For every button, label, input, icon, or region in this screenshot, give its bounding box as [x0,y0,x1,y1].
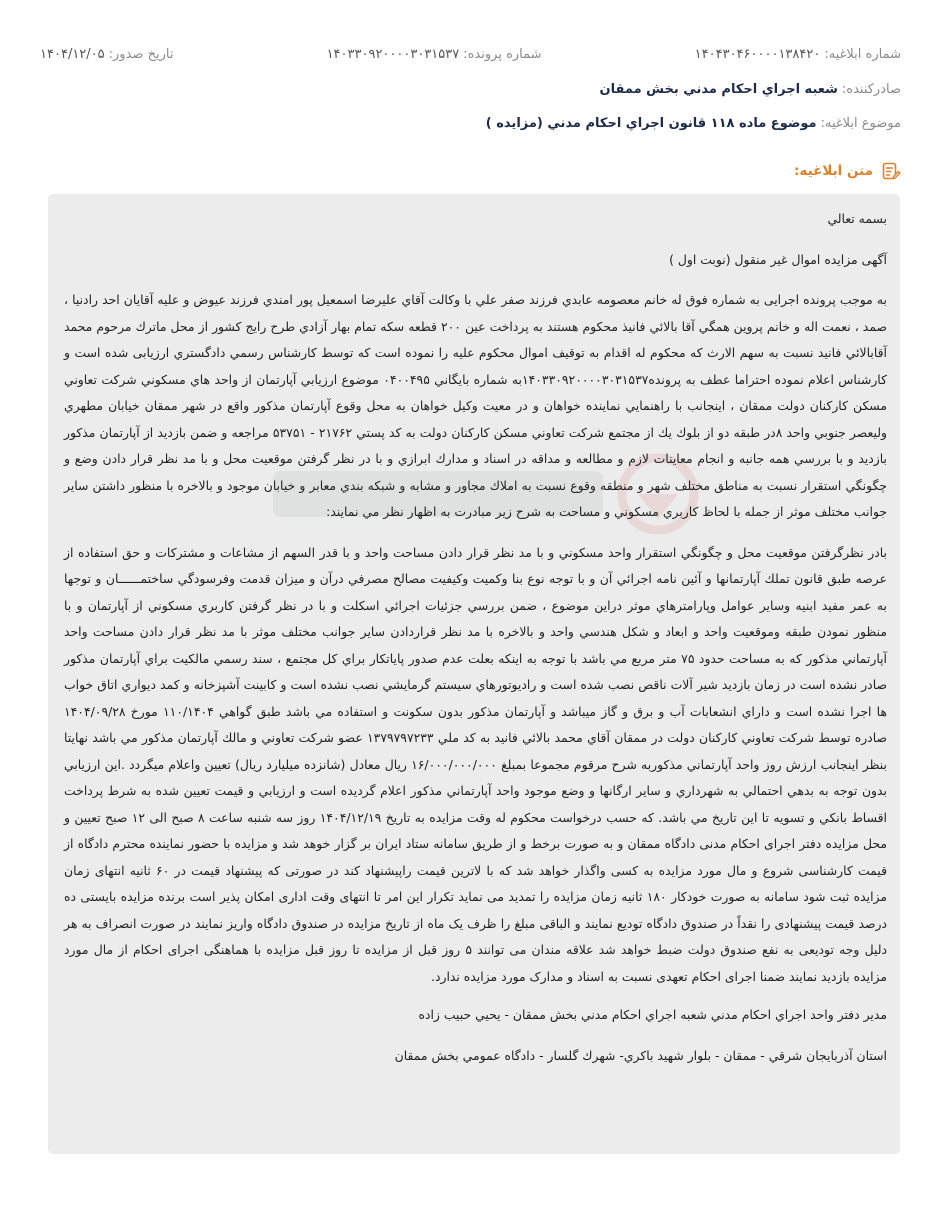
subject-row [40,115,901,133]
case-number-label: شماره پرونده: [463,47,542,62]
case-number [327,46,542,64]
notice-meta-row [40,46,901,64]
notice-body [64,206,887,1069]
notice-content-box [48,194,900,1154]
notice-text-heading-label: متن ابلاغیه: [794,163,873,179]
issuer-row [40,81,901,99]
notice-number-label: شماره ابلاغیه: [824,47,901,62]
issuer-value: شعبه اجراي احكام مدني بخش ممقان [599,82,838,97]
subject-value: موضوع ماده ۱۱۸ قانون اجراي احكام مدني (مزايده ) [485,116,817,131]
greeting-line: بسمه تعالي [827,211,887,226]
case-number-value: ۱۴۰۳۳۰۹۲۰۰۰۰۳۰۳۱۵۳۷ [326,47,460,62]
issuer-label: صادرکننده: [841,82,901,97]
auction-headline: آگهی مزایده اموال غیر منقول (نوبت اول ) [669,251,887,267]
body-paragraph-1: به موجب پرونده اجرایی به شماره فوق له خانم معصومه عابدي فرزند صفر علي با وكالت آقاي عليرضا اسمعيل پور امندي فرزند عيوض و عليه آقايان احد رادنيا ، صمد ، نعمت اله و خانم پروين همگي آقا بالائي فانيذ محكوم هستند به پرداخت عين ۲۰۰ قطعه سكه تمام بهار آزادي طرح رايج كشور از محل ماترك مرحوم محمد آقابالائي فانيد نسبت به سهم الارث كه محكوم له اقدام به توقيف اموال محكوم عليه را نموده است كه توسط كارشناس رسمي دادگستري ارزيابی شده است و كارشناس اعلام نموده احتراما عطف به پرونده۱۴۰۳۳۰۹۲۰۰۰۰۳۰۳۱۵۳۷به شماره بايگاني ۰۴۰۰۴۹۵ موضوع ارزيابي آپارتمان از واحد هاي مسكوني شركت تعاوني مسكن كاركنان دولت ممقان ، اينجانب با راهنمايي نماينده خواهان و در معيت وكيل خواهان به محل وقوع آپارتمان مذكور واقع در شهر ممقان خيابان مطهري وليعصر جنوبي واحد ۸در طبقه دو از بلوك يك از مجتمع شركت تعاوني مسكن كاركنان دولت به كد پستي ۲۱۷۶۲ - ۵۳۷۵۱ مراجعه و ضمن بازديد از آپارتمان مذكور بازديد و با بررسي همه جانبه و انجام معاينات لازم و مطالعه و مداقه در اسناد و مدارك ابرازي و با در نظر گرفتن موقعيت محل و با مد نظر قرار دادن وضع و چگونگي استقرار نسبت به مناطق مختلف شهر و منطقه وقوع نسبت به املاك مجاور و مشابه و شبكه بندي معابر و خيابان موجود و بالاخره با منظور داشتن ساير جوانب مختلف موثر از جمله با لحاظ كاربري مسكوني و مساحت به شرح زير مبادرت به اظهار نظر مي نمايند: [64,292,887,519]
subject-label: موضوع ابلاغیه: [820,116,901,131]
document-edit-icon [881,161,901,181]
issue-date [40,46,173,64]
notice-text-heading [794,161,901,181]
body-paragraph-2: بادر نظرگرفتن موقعيت محل و چگونگي استقرار واحد مسكوني و با مد نظر قرار دادن مساحت واحد و با قدر السهم از مشاعات و مشتركات و حق استفاده از عرصه طبق قانون تملك آپارتمانها و آئين نامه اجرائي آن و با توجه نوع بنا وكميت وكيفيت مصالح مصرفي درآن و ميزان قدمت وفرسودگي ساختمــــــان و توجها به عمر مفيد ابنيه وساير عوامل وپارامترهاي موثر دراين موضوع ، ضمن بررسي جزئيات اجرائي اسكلت و با در نظر گرفتن كاربري مسكوني از آپارتمان و با منظور نمودن طبقه وموقعيت واحد و ابعاد و شكل هندسي واحد و بالاخره با مد نظر قراردادن ساير جوانب مختلف موثر با مد نظر قرار دادن مساحت واحد آپارتماني مذكور كه به مساحت حدود ۷۵ متر مربع مي باشد با توجه به اينكه بعلت عدم صدور پاياتكار براي كل مجتمع ، سند رسمي مالكيت براي آپارتمان مذكور صادر نشده است در زمان بازديد شير آلات ناقص نصب شده است و راديوتورهاي سيستم گرمايشي نصب نشده است و كابينت آشپزخانه و كمد ديواري اتاق خواب ها اجرا نشده است و داراي انشعابات آب و برق و گاز ميباشد و آپارتمان مذكور بدون سكونت و استفاده مي باشد طبق گواهي ۱۱۰/۱۴۰۴ مورخ ۱۴۰۴/۰۹/۲۸ صادره توسط شركت تعاوني كاركنان دولت در ممقان آقاي محمد بالائي فانيد به كد ملي ۱۳۷۹۷۹۷۲۳۳ عضو شركت تعاوني و مالك آپارتمان مذكور مي باشد نهايتا بنظر اينجانب ارزش روز واحد آپارتماني مذكوربه شرح مرقوم مجموعا بمبلغ ۱۶/۰۰۰/۰۰۰/۰۰۰ ريال معادل (شانزده ميليارد ريال) تعيين واعلام ميگردد .اين ارزيابي بدون توجه به بدهي احتمالي به شهرداري و ساير ارگانها و وضع موجود واحد آپارتماني مذكور اعلام گرديده است و ارزيابي و قيمت تعيين شده به شرط پرداخت اقساط بانكي و تسويه تا اين تاريخ مي باشد. كه حسب درخواست محکوم له وقت مزایده به تاریخ ۱۴۰۴/۱۲/۱۹ روز سه شنبه ساعت ۸ صبح الی ۱۲ صبح تعیین و محل مزایده دفتر اجرای احکام مدنی دادگاه ممقان و به صورت برخط و از طریق سامانه ستاد ایران بر گزار خوهد شد و مزایده با حضور نماینده محترم دادگاه از قیمت کارشناسی شروع و مال مورد مزایده به کسی واگذار خواهد شد که با لاترین قیمت راپیشنهاد کند در صورتی که پیشنهاد قیمت در ۶۰ ثانیه انتهای زمان مزایده ثبت شود سامانه به صورت خودکار ۱۸۰ ثانیه زمان مزایده را تمدید می نماید تکرار این امر تا انتهای وقت اداری امکان پذیر است برنده مزایده بایستی ده درصد قیمت پیشنهادی را نقداً در صندوق دادگاه تودیع نمایند و الباقی مبلغ را ظرف یک ماه از تاریخ مزایده در صندوق دادگاه واریز نمایند در صورت انصراف به هر دلیل وجه تودیعی به نفع صندوق دولت ضبط خواهد شد علاقه مندان می توانند ۵ روز قبل از مزایده تا روز قبل مزایده با هماهنگی اجرای احکام از مال مورد مزایده بازدید نمایند ضمنا اجرای احکام تعهدی نسبت به اسناد و مدارک مورد مزایده ندارد. [64,544,888,984]
address-line: استان آذربايجان شرقي - ممقان - بلوار شهيد باكري- شهرك گلسار - دادگاه عمومي بخش ممقان [394,1047,887,1063]
issue-date-value: ۱۴۰۴/۱۲/۰۵ [40,47,105,62]
notice-number [695,46,901,64]
notice-number-value: ۱۴۰۴۳۰۴۶۰۰۰۰۱۳۸۴۲۰ [694,47,821,62]
issue-date-label: تاریخ صدور: [108,47,174,62]
signature-line: مدير دفتر واحد اجراي احكام مدني شعبه اجراي احكام مدني بخش ممقان - يحيي حبيب زاده [418,1007,887,1022]
